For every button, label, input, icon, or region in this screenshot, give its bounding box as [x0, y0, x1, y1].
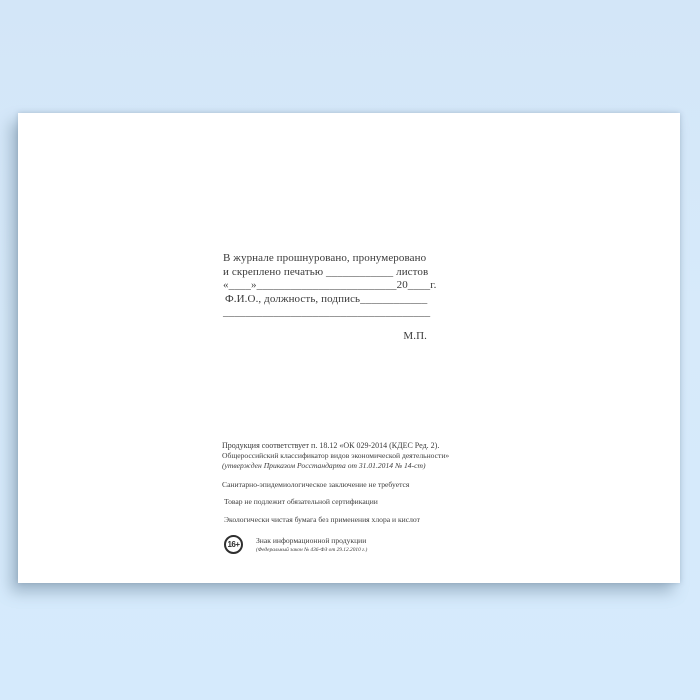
age-mark-label: Знак информационной продукции — [256, 536, 367, 545]
note-eco-paper: Экологически чистая бумага без применения хлора и кислот — [224, 515, 420, 524]
seal-placeholder: М.П. — [403, 329, 427, 342]
stitch-certification-block — [223, 252, 437, 344]
age-16-badge-icon — [224, 535, 243, 554]
stitch-line-1: В журнале прошнуровано, пронумеровано — [223, 252, 427, 264]
stitch-line-4-signature: Ф.И.О., должность, подпись____________ — [225, 292, 428, 305]
age-mark-law-note: (Федеральный закон № 436-ФЗ от 29.12.2010 г.) — [256, 547, 368, 553]
compliance-line-1: Продукция соответствует п. 18.12 «ОК 029-2014 (КДЕС Ред. 2). — [222, 441, 440, 450]
note-certification: Товар не подлежит обязательной сертификации — [224, 497, 378, 506]
compliance-line-3: (утвержден Приказом Росстандарта от 31.01.2014 № 14-ст) — [222, 461, 426, 470]
stitch-line-2: и скреплено печатью ____________ листов — [223, 265, 429, 278]
compliance-block — [222, 441, 449, 471]
age-mark-text — [256, 535, 367, 553]
note-sanitary: Санитарно-эпидемиологическое заключение не требуется — [222, 480, 410, 489]
stitch-line-5-blank: _____________________________________ — [223, 306, 431, 319]
age-mark-row — [224, 535, 367, 554]
stitch-line-3-date: «____»_________________________20____г. — [223, 279, 437, 292]
age-badge-label: 16+ — [227, 540, 240, 549]
journal-back-page — [18, 113, 680, 583]
compliance-line-2: Общероссийский классификатор видов экономической деятельности» — [222, 451, 450, 460]
